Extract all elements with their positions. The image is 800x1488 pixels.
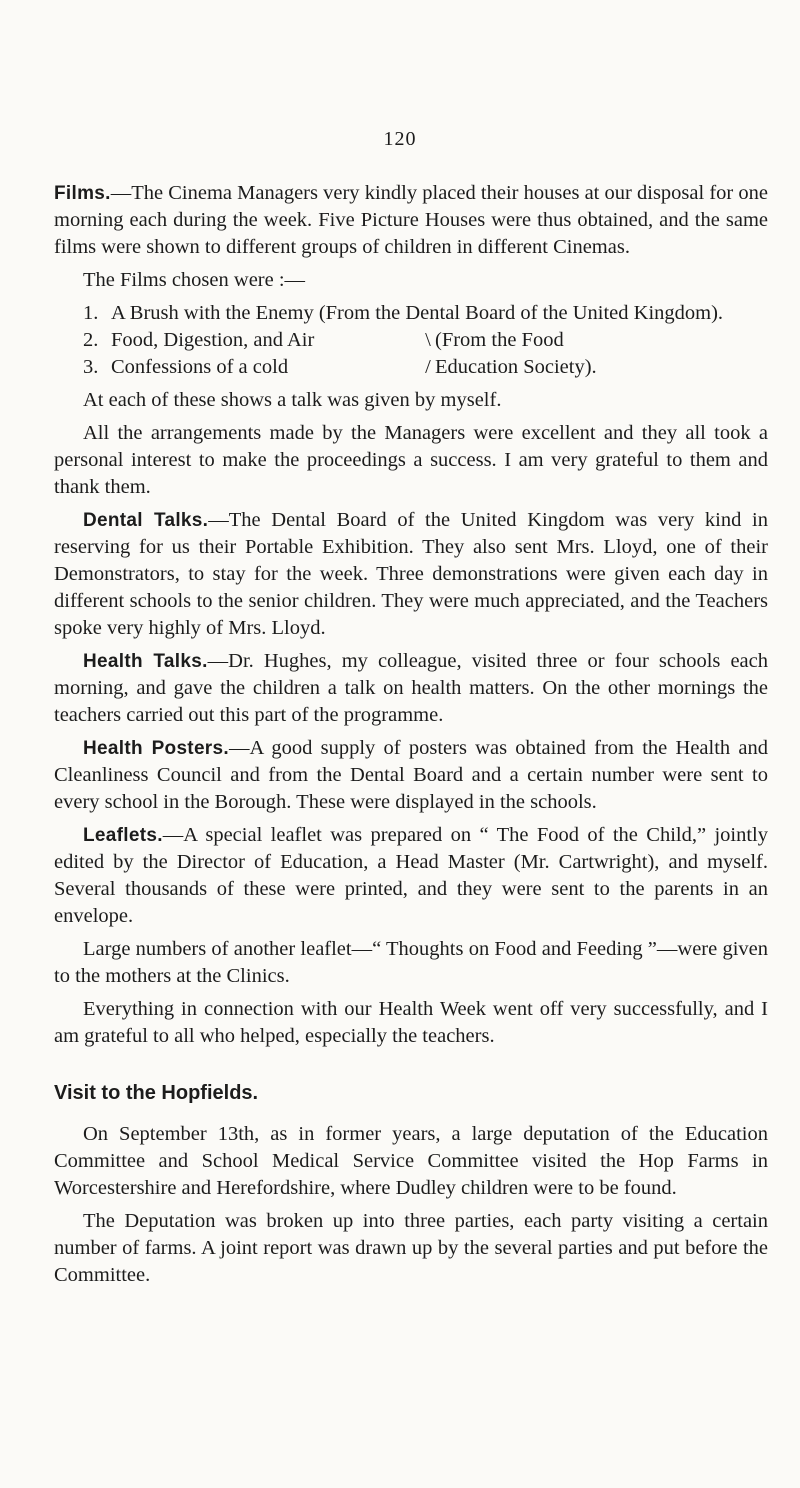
films-arrangements: All the arrangements made by the Managers were excellent and they all took a personal interest to make the proceedings a success. I am very grateful to them and thank them. xyxy=(54,422,768,498)
health-talks-text: —Dr. Hughes, my colleague, visited three or four schools each morning, and gave the children a talk on health matters. On the other mornings the teachers carried out this part of the programme. xyxy=(54,650,768,726)
dental-talks-paragraph xyxy=(54,507,768,642)
film-title: Food, Digestion, and Air xyxy=(111,329,315,351)
films-heading: Films. xyxy=(54,183,111,204)
film-source: (From the Food xyxy=(435,329,564,351)
film-item-1 xyxy=(54,300,768,327)
dental-talks-heading: Dental Talks. xyxy=(83,510,209,531)
brace-bottom: / xyxy=(425,356,431,378)
leaflets-text: —A special leaflet was prepared on “ The Food of the Child,” jointly edited by the Director of Education, a Head Master (Mr. Cartwright), and myself. Several thousands of these were printed, and they were sent to the parents in an envelope. xyxy=(54,824,768,927)
health-posters-heading: Health Posters. xyxy=(83,738,229,759)
brace-top: \ xyxy=(425,329,431,351)
hopfields-heading: Visit to the Hopfields. xyxy=(54,1082,259,1104)
hopfields-para-2: The Deputation was broken up into three parties, each party visiting a certain number of farms. A joint report was drawn up by the several parties and put before the Committee. xyxy=(54,1210,768,1286)
film-item-2 xyxy=(54,327,768,354)
films-talk: At each of these shows a talk was given by myself. xyxy=(83,389,502,411)
films-list xyxy=(54,300,768,381)
leaflets-paragraph xyxy=(54,822,768,930)
film-number: 1. xyxy=(83,302,99,324)
document-body xyxy=(54,180,768,1295)
health-posters-text: —A good supply of posters was obtained from the Health and Cleanliness Council and from the Dental Board and a certain number were sent to every school in the Borough. These were displayed in the schools. xyxy=(54,737,769,813)
film-title: Confessions of a cold xyxy=(111,356,289,378)
page-number: 120 xyxy=(383,128,417,150)
film-number: 3. xyxy=(83,356,99,378)
health-talks-heading: Health Talks. xyxy=(83,651,208,672)
film-item-3 xyxy=(54,354,768,381)
health-talks-paragraph xyxy=(54,648,768,729)
leaflets-closing: Everything in connection with our Health Week went off very successfully, and I am grateful to all who helped, especially the teachers. xyxy=(54,998,768,1047)
leaflets-heading: Leaflets. xyxy=(83,825,163,846)
dental-talks-text: —The Dental Board of the United Kingdom was very kind in reserving for us their Portable Exhibition. They also sent Mrs. Lloyd, one of their Demonstrators, to stay for the week. Three demonstrations were given each day in different schools to the senior children. They were much appreciated, and the Teachers spoke very highly of Mrs. Lloyd. xyxy=(54,509,768,639)
films-list-intro: The Films chosen were :— xyxy=(83,269,306,291)
health-posters-paragraph xyxy=(54,735,768,816)
hopfields-para-1: On September 13th, as in former years, a large deputation of the Education Committee and School Medical Service Committee visited the Hop Farms in Worcestershire and Herefordshire, where Dudley children were to be found. xyxy=(54,1123,768,1199)
film-title: A Brush with the Enemy (From the Dental Board of the United Kingdom). xyxy=(111,302,724,324)
films-intro: —The Cinema Managers very kindly placed their houses at our disposal for one morning each during the week. Five Picture Houses were thus obtained, and the same films were shown to different groups of children in different Cinemas. xyxy=(54,182,768,258)
leaflets-second: Large numbers of another leaflet—“ Thoughts on Food and Feeding ”—were given to the mothers at the Clinics. xyxy=(54,938,768,987)
film-source: Education Society). xyxy=(435,356,597,378)
films-paragraph xyxy=(54,180,768,261)
film-number: 2. xyxy=(83,329,99,351)
